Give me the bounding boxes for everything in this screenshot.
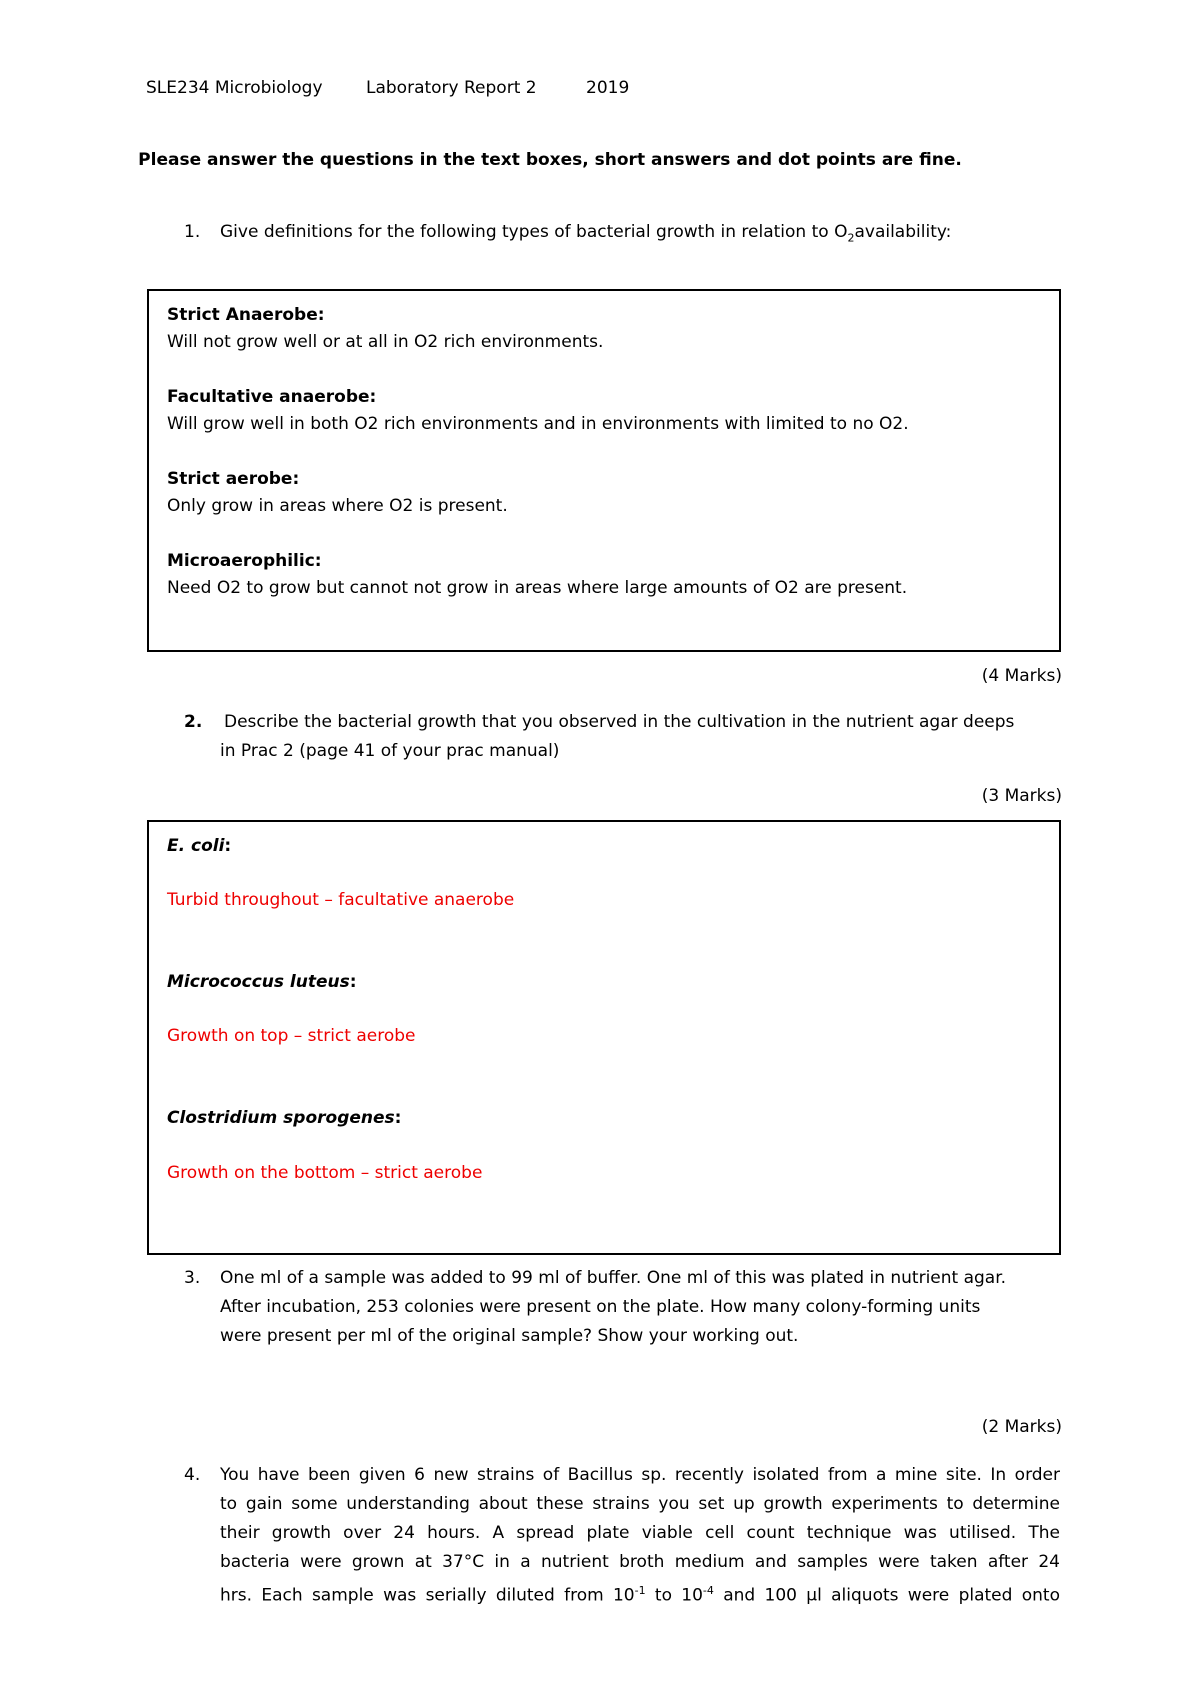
q4-text-line2: to gain some understanding about these strains you set up growth experiments to determine xyxy=(220,1494,1060,1514)
q4-text-line3: their growth over 24 hours. A spread plate viable cell count technique was utilised. The xyxy=(220,1523,1060,1543)
definition-strict-anaerobe: Will not grow well or at all in O2 rich environments. xyxy=(167,332,604,352)
q2-number: 2. xyxy=(184,712,203,732)
definition-facultative-anaerobe: Will grow well in both O2 rich environments and in environments with limited to no O2. xyxy=(167,414,909,434)
q4-text-line4: bacteria were grown at 37°C in a nutrient broth medium and samples were taken after 24 xyxy=(220,1552,1060,1572)
organism-micrococcus-luteus: Micrococcus luteus: xyxy=(167,972,357,992)
q3-marks: (2 Marks) xyxy=(981,1417,1062,1437)
q1-number: 1. xyxy=(184,222,201,242)
report-title: Laboratory Report 2 xyxy=(366,78,537,98)
q3-number: 3. xyxy=(184,1268,201,1288)
q4-number: 4. xyxy=(184,1465,201,1485)
q1-text: Give definitions for the following types of bacterial growth in relation to $O_2availability$: xyxy=(220,222,952,245)
q3-text-line1: One ml of a sample was added to 99 ml of buffer. One ml of this was plated in nutrient agar. xyxy=(220,1268,1007,1288)
observation-clostridium-sporogenes: Growth on the bottom – strict aerobe xyxy=(167,1163,483,1183)
q3-text-line3: were present per ml of the original sample? Show your working out. xyxy=(220,1326,799,1346)
organism-e-coli: E. coli: xyxy=(167,836,232,856)
q4-text-line1: You have been given 6 new strains of Bacillus sp. recently isolated from a mine site. In order xyxy=(220,1465,1060,1485)
instructions: Please answer the questions in the text boxes, short answers and dot points are fine. xyxy=(138,150,962,170)
q1-answer-box[interactable] xyxy=(147,289,1061,652)
q3-text-line2: After incubation, 253 colonies were present on the plate. How many colony-forming units xyxy=(220,1297,981,1317)
q1-marks: (4 Marks) xyxy=(981,666,1062,686)
report-year: 2019 xyxy=(586,78,630,98)
observation-e-coli: Turbid throughout – facultative anaerobe xyxy=(167,890,515,910)
term-strict-aerobe: Strict aerobe: xyxy=(167,469,300,489)
q2-text-line2: in Prac 2 (page 41 of your prac manual) xyxy=(220,741,560,761)
term-strict-anaerobe: Strict Anaerobe: xyxy=(167,305,325,325)
document-header xyxy=(146,78,846,100)
q2-answer-box[interactable] xyxy=(147,820,1061,1255)
definition-strict-aerobe: Only grow in areas where O2 is present. xyxy=(167,496,508,516)
q2-text-line1: Describe the bacterial growth that you observed in the cultivation in the nutrient agar deeps xyxy=(224,712,1015,732)
term-microaerophilic: Microaerophilic: xyxy=(167,551,322,571)
definition-microaerophilic: Need O2 to grow but cannot not grow in areas where large amounts of O2 are present. xyxy=(167,578,908,598)
organism-clostridium-sporogenes: Clostridium sporogenes: xyxy=(167,1108,402,1128)
observation-micrococcus-luteus: Growth on top – strict aerobe xyxy=(167,1026,416,1046)
term-facultative-anaerobe: Facultative anaerobe: xyxy=(167,387,377,407)
course-title: SLE234 Microbiology xyxy=(146,78,323,98)
q4-text-line5: hrs. Each sample was serially diluted from $10^{-1}$ to $10^{-4}$ and 100 µl aliquots were plated onto xyxy=(220,1584,1060,1606)
q2-marks: (3 Marks) xyxy=(981,786,1062,806)
